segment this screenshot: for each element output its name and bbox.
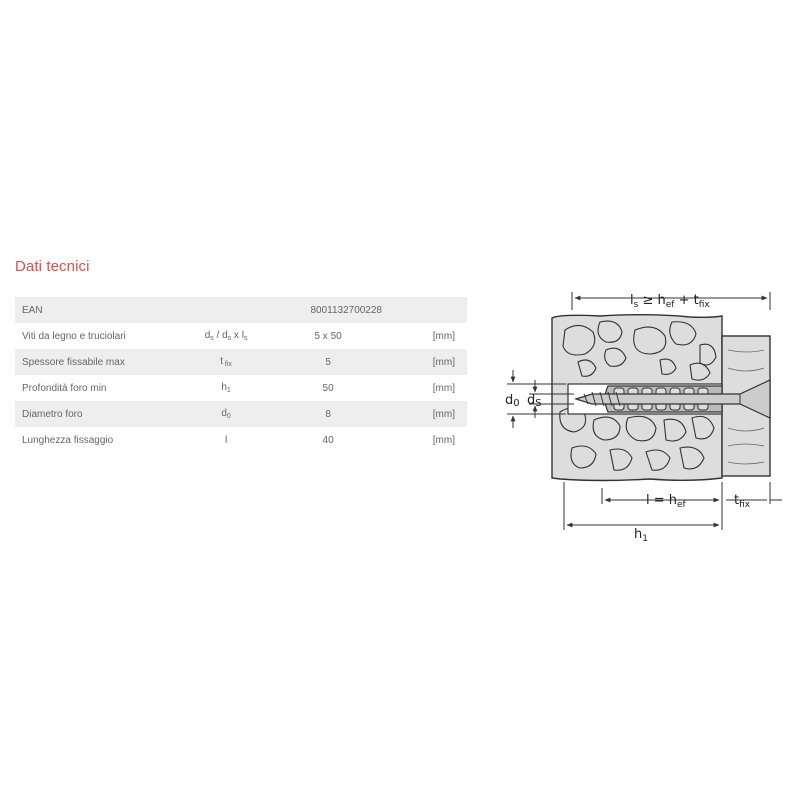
label-l-hef: $l = h_{ef}$ bbox=[646, 493, 686, 510]
row-unit: [mm] bbox=[432, 356, 455, 368]
row-label: Viti da legno e truciolari bbox=[22, 330, 126, 342]
row-label: Spessore fissabile max bbox=[22, 356, 125, 368]
label-d0: d0 bbox=[505, 393, 520, 409]
row-symbol: $h_1$ bbox=[221, 382, 231, 394]
row-unit: [mm] bbox=[432, 434, 455, 446]
row-label: Diametro foro bbox=[22, 408, 83, 420]
row-unit: [mm] bbox=[432, 408, 455, 420]
row-value: 50 bbox=[322, 382, 334, 394]
table-row-ean bbox=[15, 297, 467, 323]
label-ds: dS bbox=[527, 393, 542, 409]
row-unit: [mm] bbox=[432, 330, 455, 342]
table-row bbox=[15, 323, 467, 349]
row-symbol: $d_0$ bbox=[221, 408, 231, 420]
row-unit: [mm] bbox=[432, 382, 455, 394]
table-row bbox=[15, 427, 467, 453]
table-row bbox=[15, 375, 467, 401]
section-title: Dati tecnici bbox=[15, 258, 90, 275]
row-label: Profondità foro min bbox=[22, 382, 107, 394]
row-symbol: l bbox=[224, 434, 228, 446]
ean-value: 8001132700228 bbox=[310, 304, 382, 316]
anchor-installation-diagram bbox=[495, 285, 785, 545]
row-value: 40 bbox=[322, 434, 334, 446]
table-row bbox=[15, 401, 467, 427]
label-ls-formula: $l_s \ge h_{ef} + t_{fix}$ bbox=[630, 293, 710, 310]
table-row bbox=[15, 349, 467, 375]
row-value: 5 bbox=[325, 356, 331, 368]
row-value: 5 x 50 bbox=[314, 330, 342, 342]
label-h1: $h_1$ bbox=[634, 527, 648, 544]
row-value: 8 bbox=[325, 408, 331, 420]
row-symbol: t $_{fix}$ bbox=[220, 356, 232, 368]
row-symbol: $d_s / d_s$ x $l_s$ bbox=[204, 330, 248, 342]
row-label: Lunghezza fissaggio bbox=[22, 434, 114, 446]
specs-table bbox=[15, 297, 467, 453]
label-tfix: $t_{fix}$ bbox=[734, 493, 751, 510]
row-label: EAN bbox=[22, 304, 43, 316]
